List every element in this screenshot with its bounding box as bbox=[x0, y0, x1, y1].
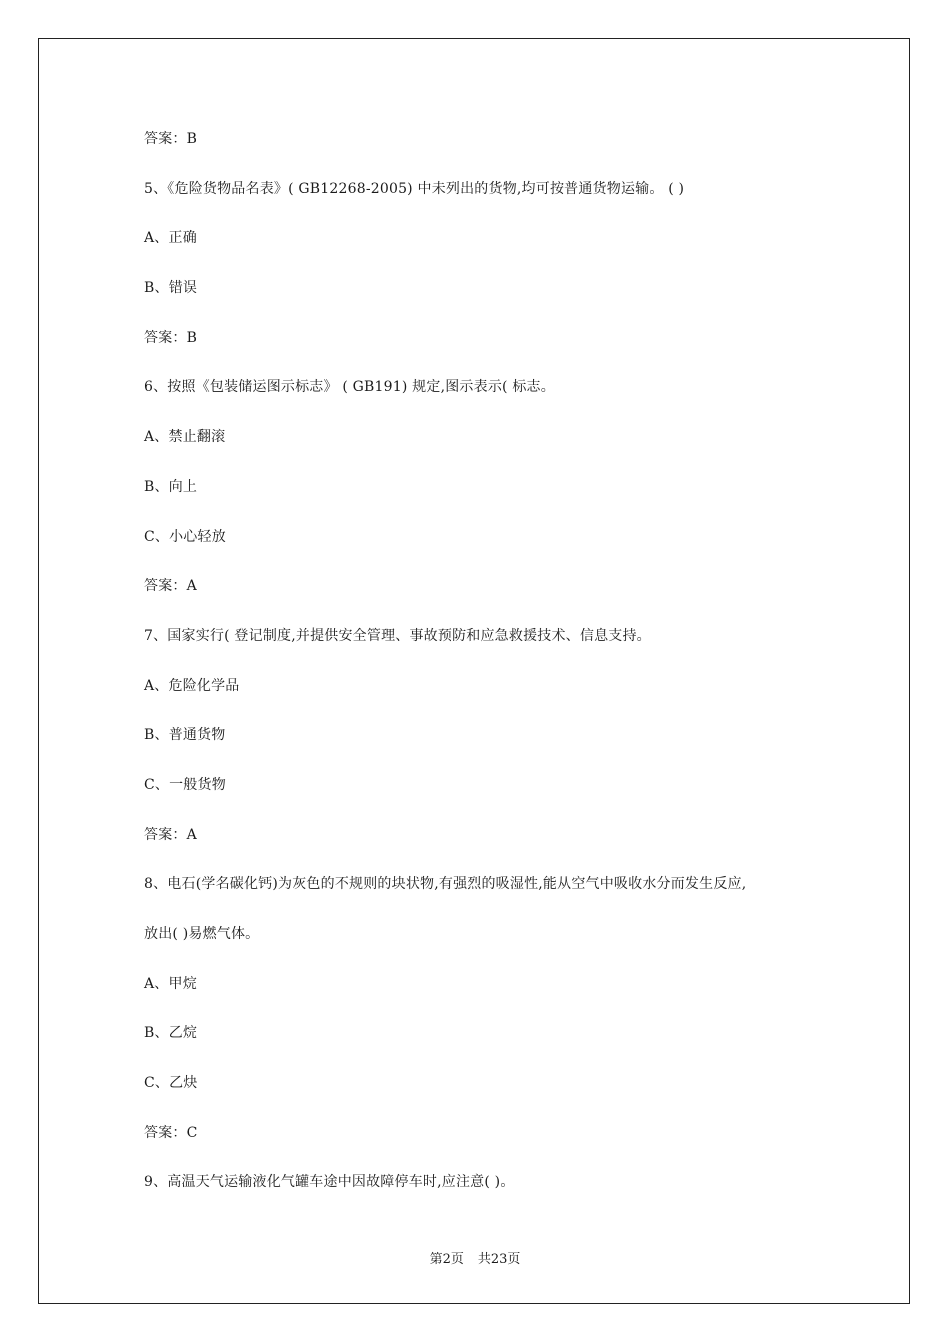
option-line: B、乙烷 bbox=[144, 1025, 198, 1042]
option-line: B、向上 bbox=[144, 478, 198, 495]
question-8: 8、电石(学名碳化钙)为灰色的不规则的块状物,有强烈的吸湿性,能从空气中吸收水分而发生反应, bbox=[144, 876, 747, 893]
option-line: B、错误 bbox=[144, 280, 198, 297]
option-line: B、普通货物 bbox=[144, 727, 226, 744]
question-7: 7、国家实行( 登记制度,并提供安全管理、事故预防和应急救援技术、信息支持。 bbox=[144, 627, 651, 644]
answer-line: 答案：C bbox=[144, 1124, 198, 1141]
question-8-continued: 放出( )易燃气体。 bbox=[144, 926, 260, 942]
answer-line: 答案：A bbox=[144, 826, 197, 843]
question-5: 5、《危险货物品名表》( GB12268-2005) 中未列出的货物,均可按普通货物运输。 ( ) bbox=[144, 180, 685, 197]
option-line: A、甲烷 bbox=[144, 975, 197, 992]
option-line: A、禁止翻滚 bbox=[144, 429, 226, 446]
page-footer bbox=[0, 1248, 950, 1267]
question-9: 9、高温天气运输液化气罐车途中因故障停车时,应注意( )。 bbox=[144, 1174, 515, 1191]
option-line: C、乙炔 bbox=[144, 1075, 198, 1092]
page-number: 第2页 bbox=[429, 1252, 464, 1267]
answer-line: 答案：B bbox=[144, 131, 198, 147]
option-line: C、小心轻放 bbox=[144, 528, 226, 545]
page-total: 共23页 bbox=[477, 1252, 521, 1267]
question-6: 6、按照《包装储运图示标志》 ( GB191) 规定,图示表示( 标志。 bbox=[144, 379, 555, 396]
option-line: C、一般货物 bbox=[144, 776, 226, 793]
answer-line: 答案：A bbox=[144, 578, 197, 595]
option-line: A、危险化学品 bbox=[144, 677, 240, 694]
answer-line: 答案：B bbox=[144, 329, 198, 346]
document-body bbox=[144, 126, 834, 1219]
option-line: A、正确 bbox=[144, 230, 197, 247]
